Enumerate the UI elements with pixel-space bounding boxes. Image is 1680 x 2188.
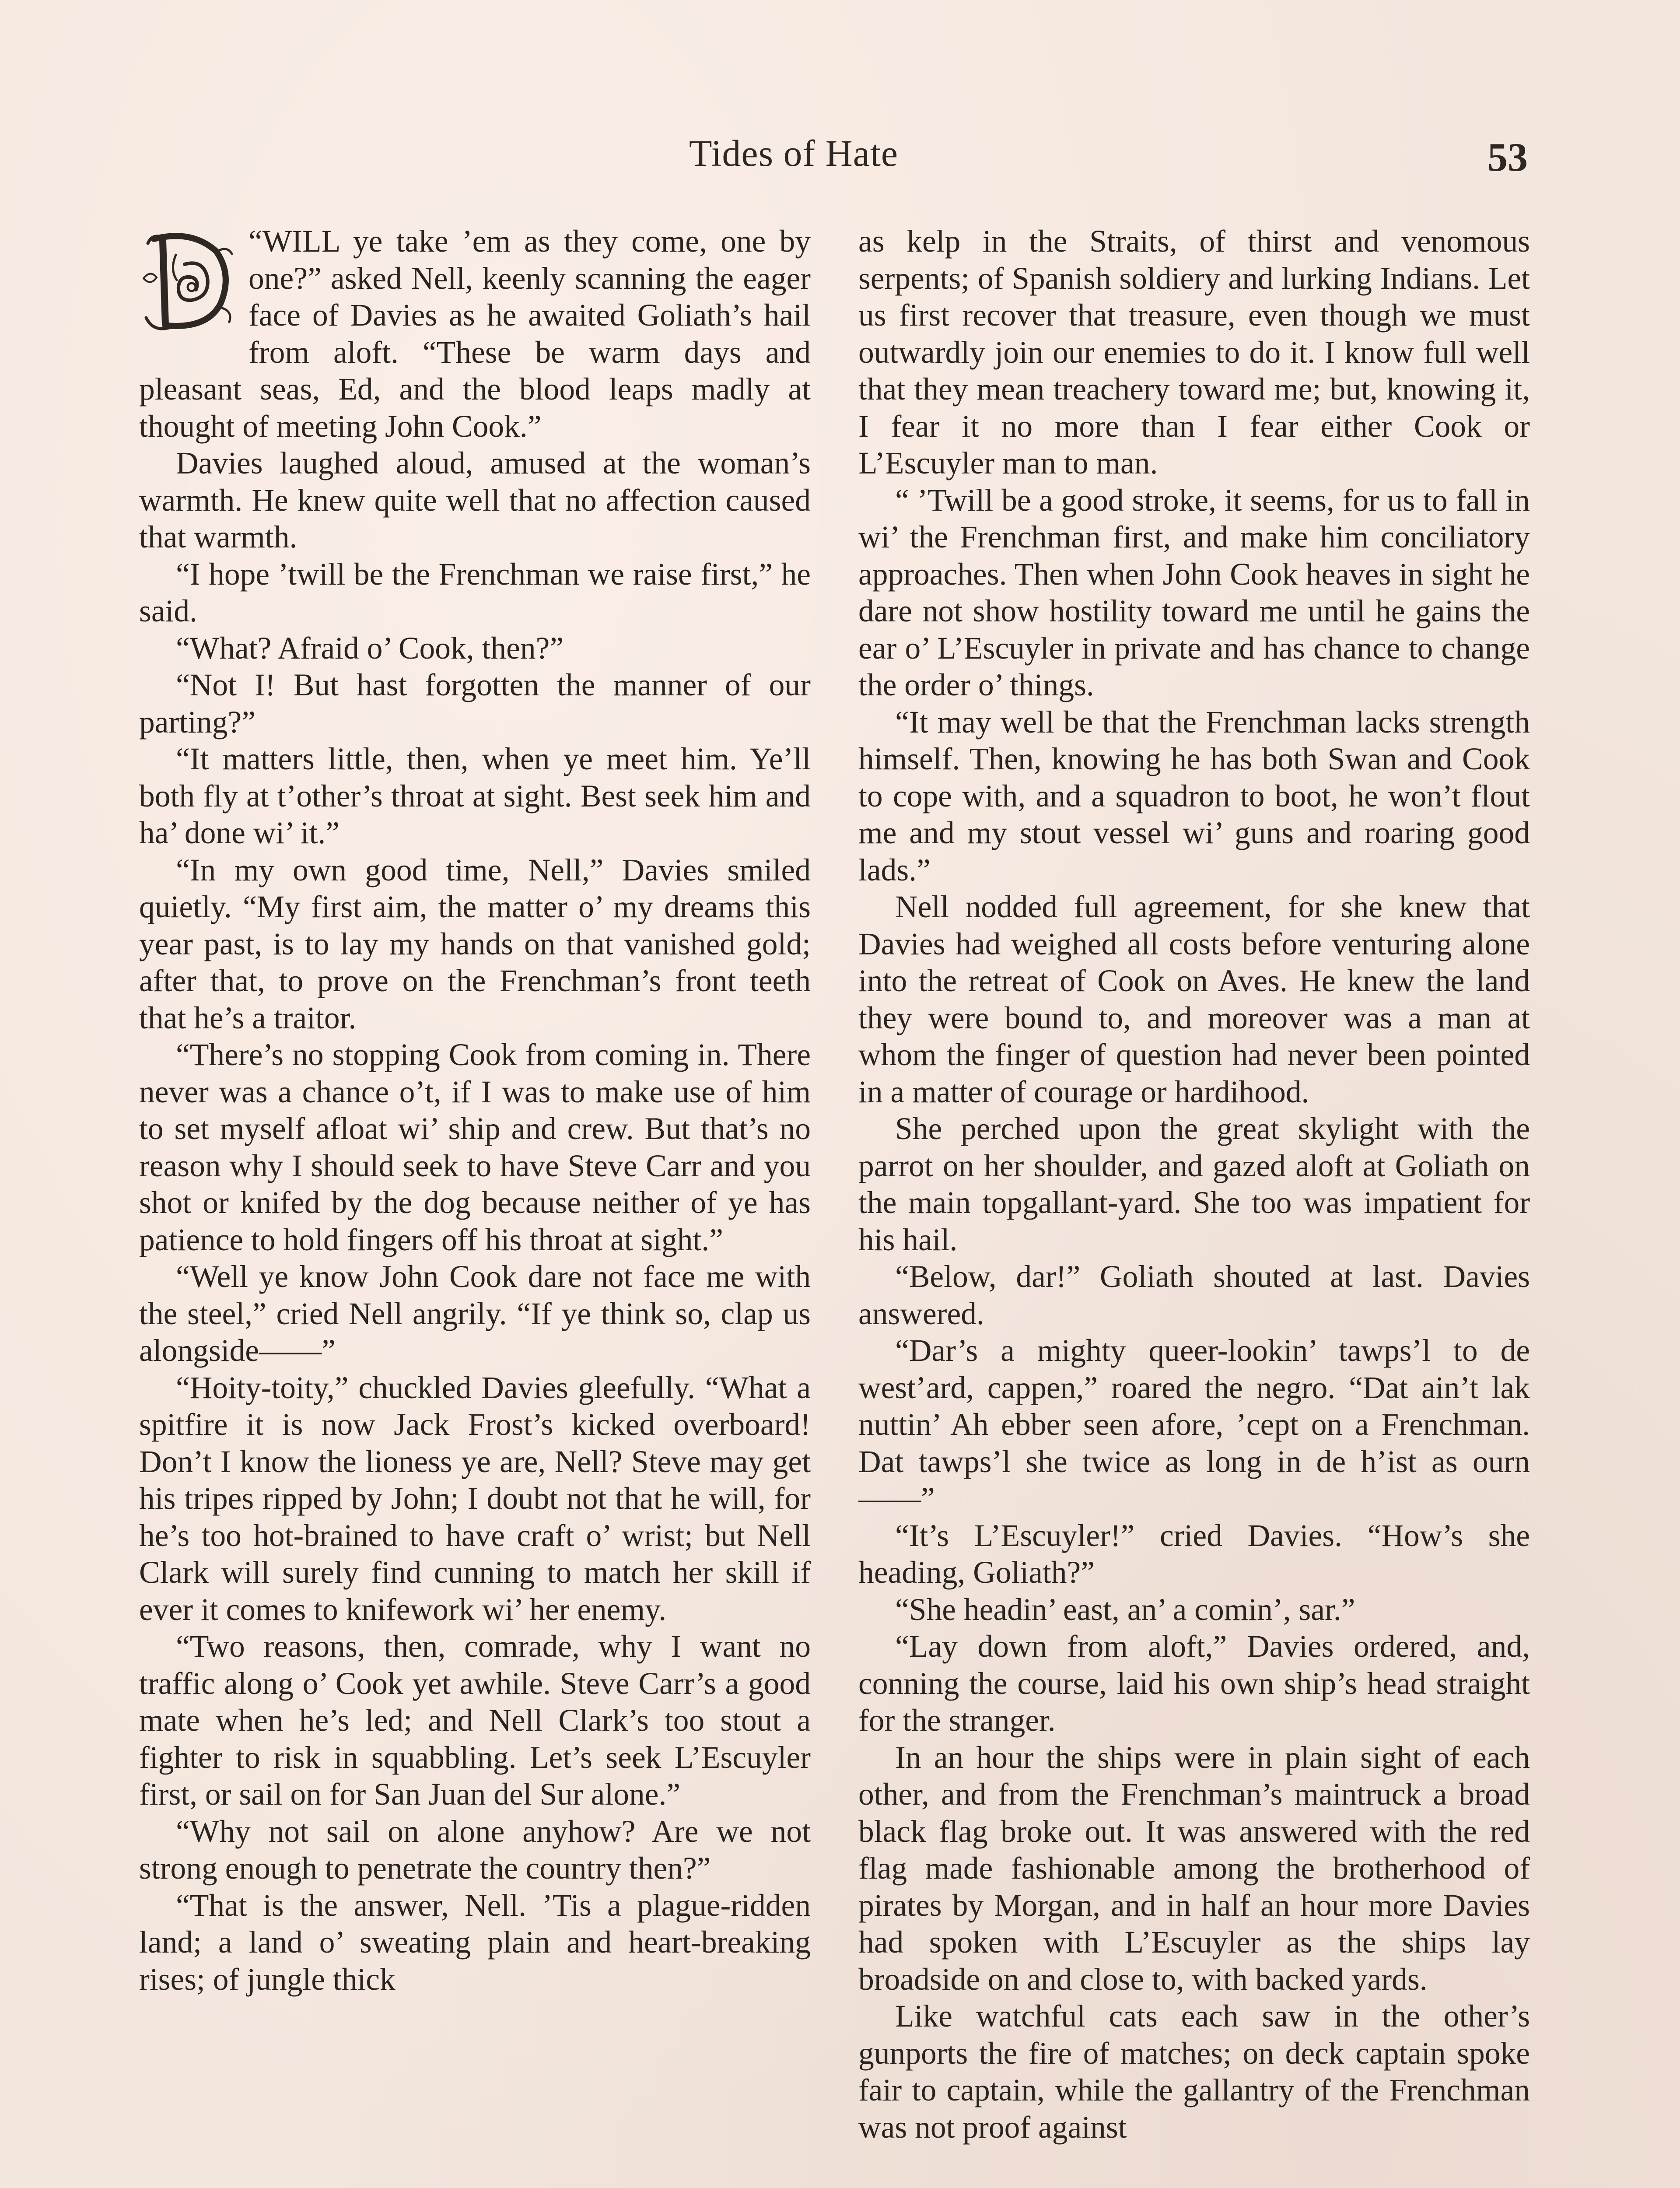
- paragraph: “It may well be that the Frenchman lacks strength himself. Then, knowing he has both Swan and Cook to cope with, and a squadron to boot, he won’t flout me and my stout vessel wi’ guns and roaring good lads.”: [858, 705, 1530, 887]
- right-column: [858, 223, 1530, 2188]
- ornate-letter-d-icon: [139, 226, 239, 334]
- paragraph: “What? Afraid o’ Cook, then?”: [176, 631, 564, 666]
- paragraph: as kelp in the Straits, of thirst and venomous serpents; of Spanish soldiery and lurking Indians. Let us first recover that treasure, even though we must outwardly join our enemies to do it. I know full well that they mean treachery toward me; but, knowing it, I fear it no more than I fear either Cook or L’Escuyler man to man.: [858, 224, 1530, 480]
- paragraph: “In my own good time, Nell,” Davies smiled quietly. “My first aim, the matter o’ my dreams this year past, is to lay my hands on that vanished gold; after that, to prove on the Frenchman’s front teeth that he’s a traitor.: [139, 852, 811, 1035]
- paragraph: In an hour the ships were in plain sight of each other, and from the Frenchman’s maintruck a broad black flag broke out. It was answered with the red flag made fashionable among the brotherhood of pirates by Morgan, and in half an hour more Davies had spoken with L’Escuyler as the ships lay broadside on and close to, with backed yards.: [858, 1740, 1530, 1997]
- paragraph: “Not I! But hast forgotten the manner of our parting?”: [139, 668, 811, 740]
- paragraph: “ ’Twill be a good stroke, it seems, for us to fall in wi’ the Frenchman first, and make him conciliatory approaches. Then when John Cook heaves in sight he dare not show hostility toward me until he gains the ear o’ L’Escuyler in private and has chance to change the order o’ things.: [858, 483, 1530, 702]
- paragraph: Like watchful cats each saw in the other’s gunports the fire of matches; on deck captain spoke fair to captain, while the gallantry of the Frenchman was not proof against: [858, 1999, 1530, 2145]
- paragraph: “It’s L’Escuyler!” cried Davies. “How’s she heading, Goliath?”: [858, 1518, 1530, 1590]
- paragraph: “Well ye know John Cook dare not face me with the steel,” cried Nell angrily. “If ye think so, clap us alongside——”: [139, 1259, 811, 1368]
- page-number: 53: [1488, 135, 1528, 179]
- paragraph: “She headin’ east, an’ a comin’, sar.”: [895, 1592, 1355, 1627]
- paragraph: “Dar’s a mighty queer-lookin’ tawps’l to de west’ard, cappen,” roared the negro. “Dat ain’t lak nuttin’ Ah ebber seen afore, ’cept on a Frenchman. Dat tawps’l she twice as long in de h’ist as ourn——”: [858, 1333, 1530, 1516]
- left-column: [139, 223, 811, 2188]
- paragraph: “WILL ye take ’em as they come, one by one?” asked Nell, keenly scanning the eager face of Davies as he awaited Goliath’s hail from aloft. “These be warm days and pleasant seas, Ed, and the blood leaps madly at thought of meeting John Cook.”: [139, 224, 811, 444]
- paragraph: “There’s no stopping Cook from coming in. There never was a chance o’t, if I was to make use of him to set myself afloat wi’ ship and crew. But that’s no reason why I should seek to have Steve Carr and you shot or knifed by the dog because neither of ye has patience to hold fingers off his throat at sight.”: [139, 1038, 811, 1257]
- paragraph: Nell nodded full agreement, for she knew that Davies had weighed all costs before venturing alone into the retreat of Cook on Aves. He knew the land they were bound to, and moreover was a man at whom the finger of question had never been pointed in a matter of courage or hardihood.: [858, 890, 1530, 1109]
- paragraph: She perched upon the great skylight with the parrot on her shoulder, and gazed aloft at Goliath on the main topgallant-yard. She too was impatient for his hail.: [858, 1112, 1530, 1257]
- paragraph: “It matters little, then, when ye meet him. Ye’ll both fly at t’other’s throat at sight. Best seek him and ha’ done wi’ it.”: [139, 742, 811, 850]
- paragraph: Davies laughed aloud, amused at the woman’s warmth. He knew quite well that no affection caused that warmth.: [139, 446, 811, 554]
- paragraph: “I hope ’twill be the Frenchman we raise first,” he said.: [139, 557, 811, 628]
- paragraph: “Below, dar!” Goliath shouted at last. Davies answered.: [858, 1259, 1530, 1331]
- paragraph: “Lay down from aloft,” Davies ordered, and, conning the course, laid his own ship’s head straight for the stranger.: [858, 1629, 1530, 1738]
- running-head-title: Tides of Hate: [689, 132, 899, 174]
- paragraph: “Why not sail on alone anyhow? Are we not strong enough to penetrate the country then?”: [139, 1814, 811, 1886]
- paragraph: “Two reasons, then, comrade, why I want no traffic along o’ Cook yet awhile. Steve Carr’s a good mate when he’s led; and Nell Clark’s too stout a fighter to risk in squabbling. Let’s seek L’Escuyler first, or sail on for San Juan del Sur alone.”: [139, 1629, 811, 1812]
- paragraph: “That is the answer, Nell. ’Tis a plague-ridden land; a land o’ sweating plain and heart-breaking rises; of jungle thick: [139, 1888, 811, 1997]
- paragraph: “Hoity-toity,” chuckled Davies gleefully. “What a spitfire it is now Jack Frost’s kicked overboard! Don’t I know the lioness ye are, Nell? Steve may get his tripes ripped by John; I doubt not that he will, for he’s too hot-brained to have craft o’ wrist; but Nell Clark will surely find cunning to match her skill if ever it comes to knifework wi’ her enemy.: [139, 1370, 811, 1627]
